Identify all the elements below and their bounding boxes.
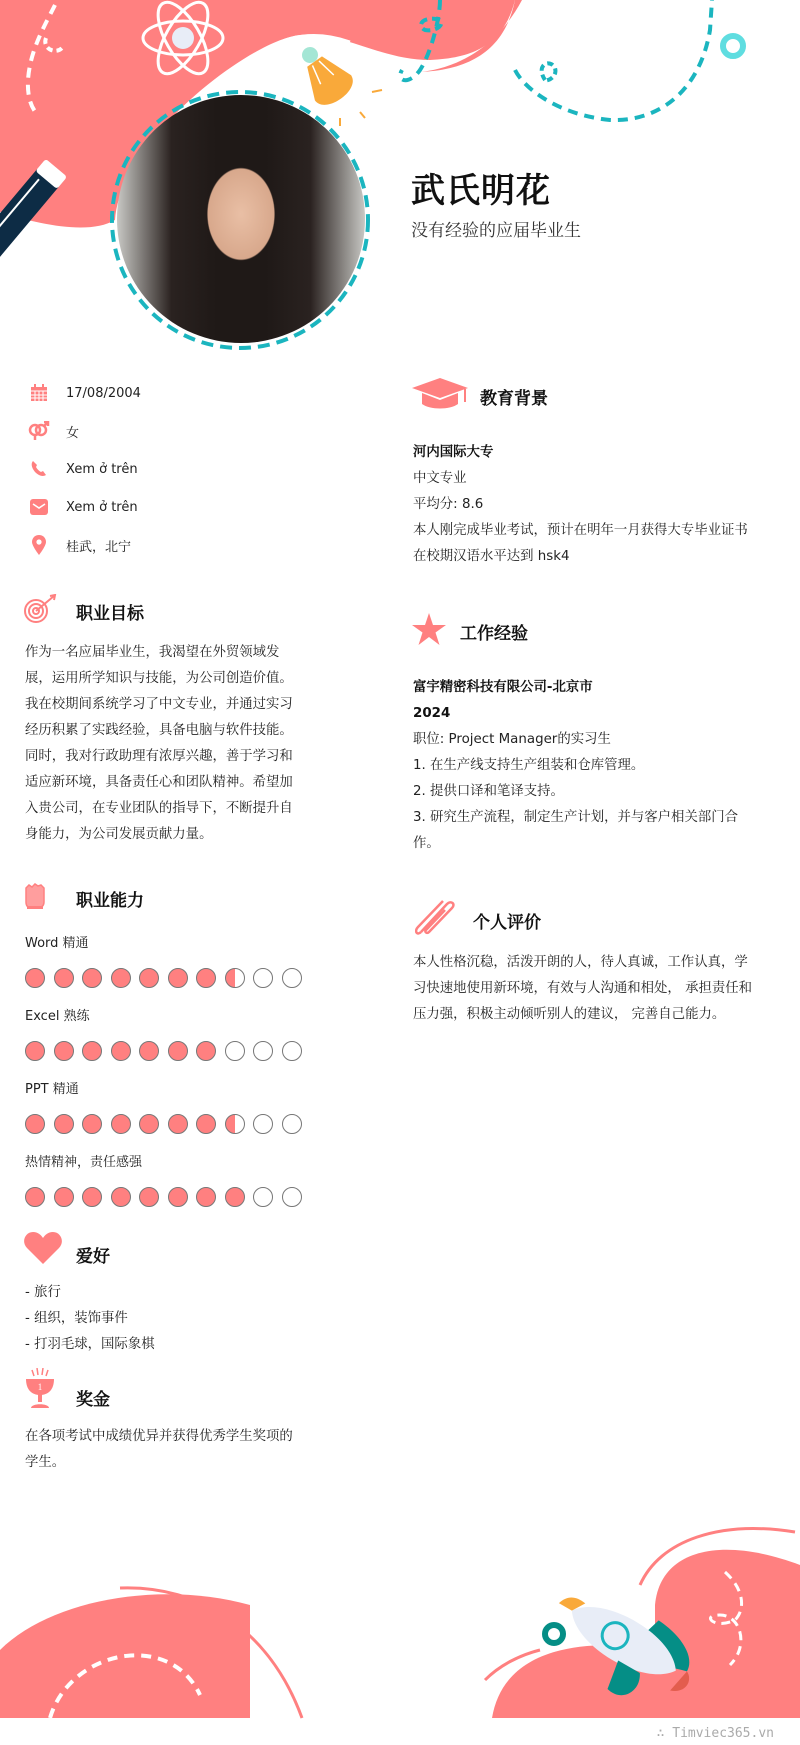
calendar-icon [28,382,50,404]
skill-rating-attitude [25,1187,302,1207]
self-evaluation-heading: 个人评价 [415,898,541,942]
school-name: 河内国际大专 [413,445,494,460]
career-goal-heading: 职业目标 [24,594,144,628]
education-details: 河内国际大专 中文专业 平均分: 8.6 本人刚完成毕业考试，预计在明年一月获得大专毕业证书 在校期汉语水平达到 hsk4 [413,440,793,570]
skill-rating-ppt [25,1114,302,1134]
experience-heading: 工作经验 [412,613,528,649]
info-phone: Xem ở trên [28,458,138,480]
heart-icon [24,1232,76,1268]
awards-heading: 1 奖金 [24,1368,110,1414]
email-icon [28,496,50,518]
experience-year: 2024 [413,706,451,721]
self-evaluation-text: 本人性格沉稳，活泼开朗的人，待人真诚，工作认真，学 习快速地使用新环境，有效与人沟通和相处， 承担责任和 压力强，积极主动倾听别人的建议， 完善自己能力。 [413,955,753,1022]
target-icon [24,594,76,628]
footer-decoration [0,1480,800,1745]
phone-icon [28,458,50,480]
hobbies-heading: 爱好 [24,1232,110,1268]
info-gender: 女 [28,420,79,442]
candidate-subtitle: 没有经验的应届毕业生 [411,221,581,241]
avatar-photo [117,95,365,343]
skill-label: Excel 熟练 [25,1009,90,1024]
skill-label: 热情精神，责任感强 [25,1155,143,1170]
info-birthdate: 17/08/2004 [28,382,141,404]
star-icon [412,613,460,649]
skill-label: PPT 精通 [25,1082,79,1097]
company-name: 富宇精密科技有限公司-北京市 [413,680,593,695]
hand-icon [24,882,76,914]
svg-text:1: 1 [37,1382,43,1392]
lightbulb-icon [287,36,358,112]
career-goal-text: 作为一名应届毕业生，我渴望在外贸领域发 展，运用所学知识与技能，为公司创造价值。 我在校期间系统学习了中文专业，并通过实习 经历积累了实践经验，具备电脑与软件技能。 同时，我对行政助理有浓厚兴趣，善于学习和 适应新环境，具备责任心和团队精神。希望加 入贵公司，在专业团队的指导下，不断提升自 身能力，为公司发展贡献力量。 [25,645,293,842]
info-location: 桂武，北宁 [28,534,131,556]
skill-rating-excel [25,1041,302,1061]
graduation-cap-icon [412,378,480,414]
info-email: Xem ở trên [28,496,138,518]
watermark: ∴ Timviec365.vn [656,1726,774,1741]
skills-heading: 职业能力 [24,882,144,914]
header-decoration [0,0,800,360]
awards-text: 在各项考试中成绩优异并获得优秀学生奖项的 学生。 [25,1429,293,1470]
gender-icon [28,420,50,442]
education-heading: 教育背景 [412,378,548,414]
experience-details: 富宇精密科技有限公司-北京市 2024 职位: Project Manager的实习生 1. 在生产线支持生产组装和仓库管理。 2. 提供口译和笔译支持。 3. 研究生产流程，制定生产计划，并与客户相关部门合 作。 [413,675,793,857]
trophy-icon [24,1368,76,1414]
candidate-name: 武氏明花 [411,171,551,211]
location-pin-icon [28,534,50,556]
hobbies-list: - 旅行 - 组织，装饰事件 - 打羽毛球，国际象棋 [25,1285,155,1352]
paperclip-icon [415,898,473,942]
skill-rating-word [25,968,302,988]
skill-label: Word 精通 [25,936,89,951]
